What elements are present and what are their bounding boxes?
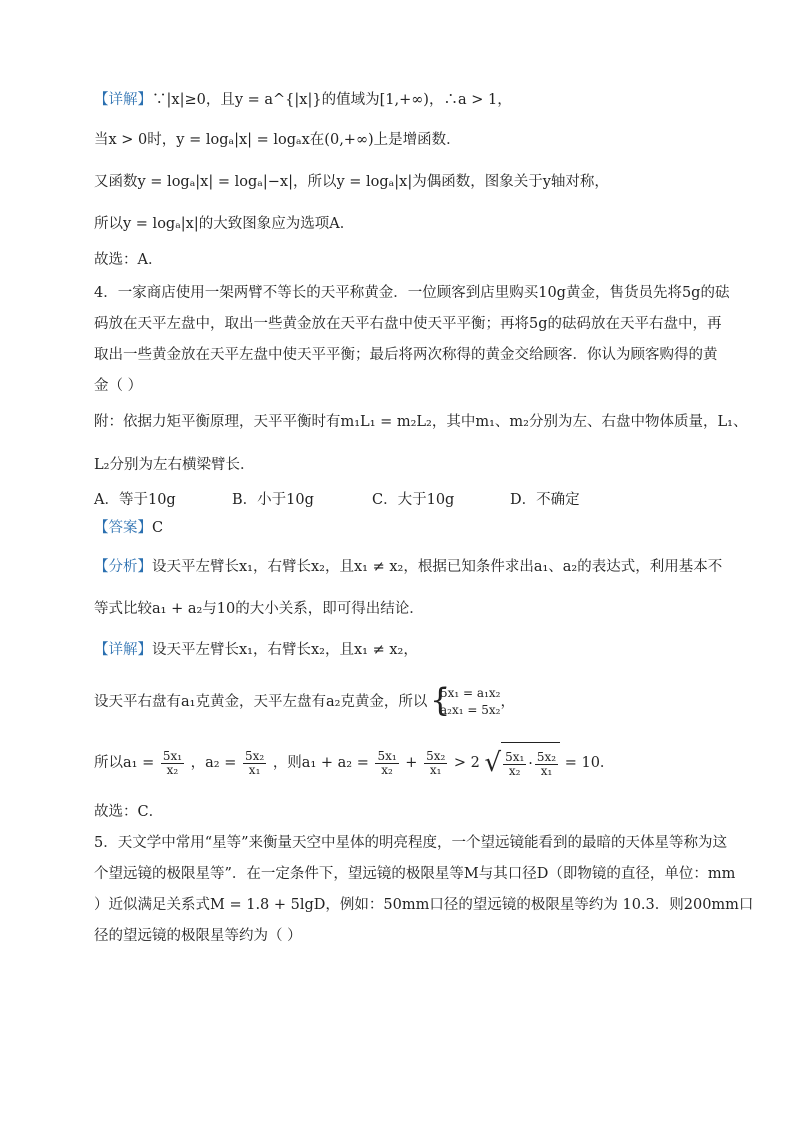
detail2-3-pre: 所以a₁ = [94,755,155,771]
answer-line [94,518,163,538]
fraction-5-den: x₂ [508,763,521,778]
question-5-line-2: 个望远镜的极限星等”．在一定条件下，望远镜的极限星等M与其口径D（即物镜的直径，单位：mm [94,866,736,882]
brace-glyph: { [430,681,451,719]
analysis-line-2: 等式比较a₁ + a₂与10的大小关系，即可得出结论． [94,601,424,617]
detail-line-1 [94,90,512,110]
option-a: A．等于10g [94,492,176,508]
option-c: C．大于10g [372,492,455,508]
choice-line-a: 故选：A． [94,252,163,268]
detail2-line-2 [94,681,515,720]
detail-line-4: 所以y = logₐ|x|的大致图象应为选项A． [94,216,355,232]
detail2-line-3 [94,742,614,782]
fraction-1-num: 5x₁ [162,748,183,763]
option-d: D．不确定 [510,492,580,508]
question-4-line-2: 码放在天平左盘中，取出一些黄金放在天平右盘中使天平平衡；再将5g的砝码放在天平右盘中，再 [94,316,722,332]
detail2-text-2: 设天平右盘有a₁克黄金，天平左盘有a₂克黄金，所以 [94,694,428,710]
note-line-1: 附：依据力矩平衡原理，天平平衡时有m₁L₁ = m₂L₂，其中m₁、m₂分别为左、右盘中物体质量，L₁、 [94,414,748,430]
detail-tag: 【详解】 [94,92,152,108]
analysis-text-1: 设天平左臂长x₁，右臂长x₂，且x₁ ≠ x₂，根据已知条件求出a₁、a₂的表达式，利用基本不 [152,559,723,575]
fraction-2 [243,750,266,777]
dot-glyph: · [528,756,533,772]
square-root [484,742,560,784]
detail-line-3: 又函数y = logₐ|x| = logₐ|−x|，所以y = logₐ|x|为偶函数，图象关于y轴对称， [94,174,609,190]
fraction-4-num: 5x₂ [426,748,446,763]
question-5-line-3: ）近似满足关系式M = 1.8 + 5lgD，例如：50mm口径的望远镜的极限星等约为 10.3．则200mm口 [94,897,754,913]
fraction-2-den: x₁ [248,762,261,777]
radical-glyph: √ [484,748,502,778]
fraction-1-den: x₂ [166,762,179,777]
analysis-tag: 【分析】 [94,559,152,575]
fraction-5-num: 5x₁ [505,749,525,764]
question-4-line-4: 金（ ） [94,378,143,394]
detail2-3-mid2: ，则a₁ + a₂ = [272,755,369,771]
detail2-3-gt: > 2 [453,755,480,771]
fraction-3 [375,750,398,777]
fraction-3-num: 5x₁ [377,748,397,763]
equation-system [430,681,501,719]
detail2-3-mid1: ，a₂ = [190,755,237,771]
choice-line-c: 故选：C． [94,804,164,820]
fraction-4-den: x₁ [429,762,442,777]
system-row-1: 5x₁ = a₁x₂ [440,686,501,700]
question-5-line-4: 径的望远镜的极限星等约为（ ） [94,928,302,944]
fraction-6-num: 5x₂ [536,749,557,764]
fraction-6-den: x₁ [540,763,553,778]
answer-value: C [152,520,164,536]
fraction-5 [503,751,526,778]
fraction-3-den: x₂ [381,762,393,777]
question-5-line-1: 5．天文学中常用“星等”来衡量天空中星体的明亮程度，一个望远镜能看到的最暗的天体星等称为这 [94,835,728,851]
detail-text-1: ∵|x|≥0，且y = a^{|x|}的值域为[1,+∞)，∴a > 1， [152,92,512,108]
detail2-tag: 【详解】 [94,642,152,658]
fraction-6 [535,751,558,778]
radicand [501,742,560,784]
system-row-2: a₂x₁ = 5x₂ [440,703,501,717]
answer-tag: 【答案】 [94,520,152,536]
question-4-line-1: 4．一家商店使用一架两臂不等长的天平称黄金．一位顾客到店里购买10g黄金，售货员先将5g的砝 [94,285,730,301]
detail2-text-2-end: ， [500,694,515,710]
note-line-2: L₂分别为左右横梁臂长． [94,457,255,473]
fraction-1 [161,750,184,777]
option-b: B．小于10g [232,492,314,508]
fraction-2-num: 5x₂ [244,748,265,763]
detail2-3-plus: + [405,755,418,771]
detail-line-2: 当x > 0时，y = logₐ|x| = logₐx在(0,+∞)上是增函数． [94,132,461,148]
analysis-line-1 [94,557,722,577]
detail2-text-1: 设天平左臂长x₁，右臂长x₂，且x₁ ≠ x₂， [152,642,418,658]
detail2-line-1 [94,640,418,660]
fraction-4 [424,750,447,777]
detail2-3-end: = 10． [564,755,615,771]
question-4-line-3: 取出一些黄金放在天平左盘中使天平平衡；最后将两次称得的黄金交给顾客．你认为顾客购得的黄 [94,347,718,363]
